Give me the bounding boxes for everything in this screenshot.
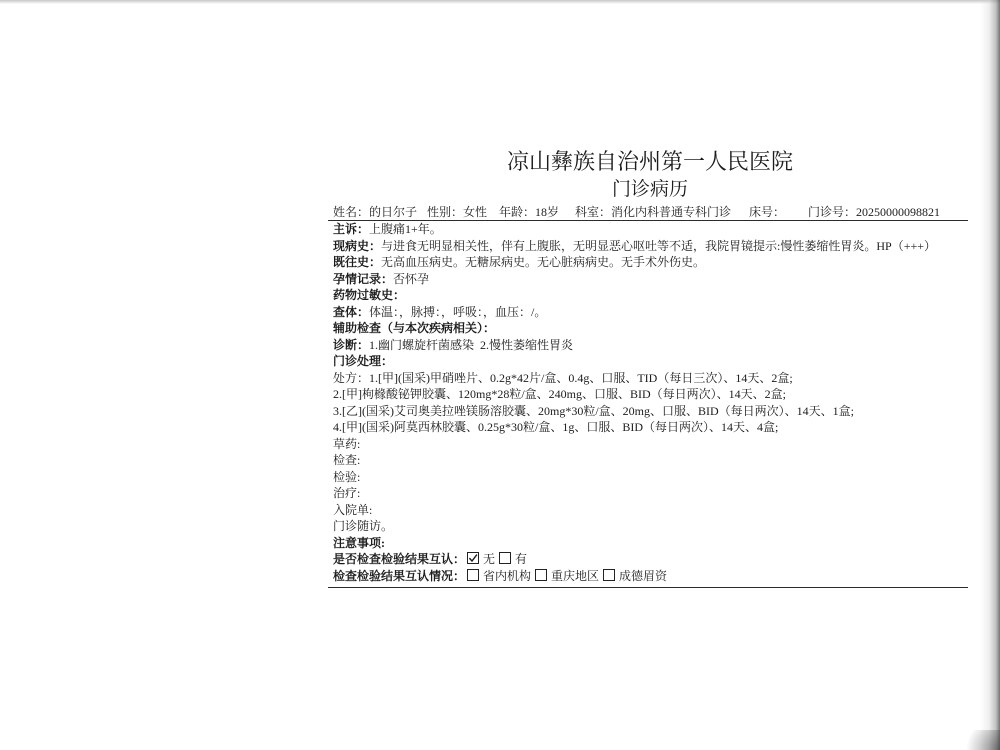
patient-gender: 女性 <box>463 205 488 219</box>
section-label: 辅助检查（与本次疾病相关）： <box>333 321 496 335</box>
field-label: 年龄： <box>499 205 536 219</box>
checkbox-option <box>465 551 495 568</box>
pregnancy-status: 否怀孕 <box>393 271 430 286</box>
field-label: 床号： <box>749 205 786 219</box>
checkbox <box>603 569 615 581</box>
follow-up: 门诊随访。 <box>333 519 394 533</box>
therapy-line <box>333 485 973 502</box>
chief-complaint: 上腹痛1+年。 <box>369 222 442 236</box>
department: 消化内科普通专科门诊 <box>611 205 732 219</box>
record-title: 门诊病历 <box>611 179 688 200</box>
section-label: 药物过敏史： <box>333 288 406 302</box>
scan-edge-shadow-top <box>0 0 1000 4</box>
scan-corner-shadow <box>956 730 1000 750</box>
prescription-line <box>333 419 973 436</box>
checkbox-label: 重庆地区 <box>551 568 600 583</box>
outpatient-number: 20250000098821 <box>856 205 941 219</box>
follow-up-line <box>333 518 973 535</box>
scan-edge-shadow-right <box>980 0 1000 750</box>
field-label: 科室： <box>575 205 612 219</box>
patient-name: 的日尔子 <box>369 205 418 219</box>
checkbox-option <box>465 568 531 585</box>
check-icon <box>468 553 478 563</box>
lab-tests-line <box>333 469 973 486</box>
chief-complaint-line <box>333 221 973 238</box>
checkbox <box>467 569 479 581</box>
prescription-line <box>333 403 973 420</box>
section-label: 诊断： <box>333 337 370 352</box>
physical-exam: 体温：，脉搏：，呼吸：，血压：/。 <box>369 304 547 319</box>
past-history-line <box>333 254 973 271</box>
mutual-recognition-question-line <box>333 551 973 568</box>
checkbox <box>499 552 511 564</box>
outpatient-number-field <box>808 204 940 220</box>
diagnosis-item: 2.慢性萎缩性胃炎 <box>480 337 574 352</box>
section-label: 注意事项: <box>333 535 385 550</box>
therapy-label: 治疗: <box>333 486 361 500</box>
prescription-line <box>333 370 973 387</box>
checkbox-option <box>601 568 667 585</box>
diagnosis-line <box>333 337 973 354</box>
precautions-line <box>333 535 973 552</box>
section-label: 既往史： <box>333 255 382 269</box>
drug-allergy-line <box>333 287 973 304</box>
exams-line <box>333 452 973 469</box>
prescription-label: 处方： <box>333 370 370 385</box>
section-label: 现病史： <box>333 238 382 253</box>
bed-number-field <box>749 204 785 220</box>
checkbox-label: 无 <box>483 552 496 566</box>
present-illness-line <box>333 238 973 255</box>
lab-tests-label: 检验: <box>333 469 361 484</box>
bottom-divider <box>328 587 968 588</box>
checkbox-option <box>497 551 527 568</box>
checkbox-label: 成德眉资 <box>619 568 668 583</box>
checkbox-option <box>533 568 599 585</box>
field-label: 门诊号： <box>808 205 857 219</box>
department-field <box>575 204 731 220</box>
diagnosis-item: 1.幽门螺旋杆菌感染 <box>369 337 475 352</box>
checkbox <box>467 552 479 564</box>
patient-age-field <box>499 204 559 220</box>
patient-gender-field <box>427 204 487 220</box>
checkbox-label: 有 <box>515 552 528 566</box>
physical-exam-line <box>333 304 973 321</box>
hospital-name: 凉山彝族自治州第一人民医院 <box>506 149 793 174</box>
prescription-item: 4.[甲](国采)阿莫西林胶囊、0.25g*30粒/盒、1g、口服、BID（每日两次）、14天、4盒; <box>333 420 779 434</box>
prescription-item: 3.[乙](国采)艾司奥美拉唑镁肠溶胶囊、20mg*30粒/盒、20mg、口服、BID（每日两次）、14天、1盒; <box>333 403 854 418</box>
prescription-item: 2.[甲]枸橼酸铋钾胶囊、120mg*28粒/盒、240mg、口服、BID（每日两次）、14天、2盒; <box>333 387 786 401</box>
checkbox <box>535 569 547 581</box>
herbal-label: 草药: <box>333 436 361 451</box>
admission-line <box>333 502 973 519</box>
section-label: 是否检查检验结果互认： <box>333 552 466 566</box>
treatment-heading-line <box>333 353 973 370</box>
field-label: 姓名： <box>333 205 370 219</box>
section-label: 孕情记录： <box>333 271 394 286</box>
section-label: 检查检验结果互认情况： <box>333 568 466 583</box>
admission-label: 入院单: <box>333 502 373 517</box>
exams-label: 检查: <box>333 453 361 467</box>
patient-name-field <box>333 204 417 220</box>
auxiliary-exam-line <box>333 320 973 337</box>
field-label: 性别： <box>427 205 464 219</box>
herbal-line <box>333 436 973 453</box>
section-label: 主诉： <box>333 222 370 236</box>
past-history: 无高血压病史。无糖尿病史。无心脏病病史。无手术外伤史。 <box>381 255 706 269</box>
section-label: 门诊处理： <box>333 354 394 368</box>
patient-age: 18岁 <box>535 205 560 219</box>
pregnancy-line <box>333 271 973 288</box>
record-body <box>333 221 973 584</box>
present-illness: 与进食无明显相关性，伴有上腹胀，无明显恶心呕吐等不适，我院胃镜提示:慢性萎缩性胃炎。HP（+++） <box>381 238 936 253</box>
prescription-line <box>333 386 973 403</box>
section-label: 查体： <box>333 304 370 319</box>
prescription-item: 1.[甲](国采)甲硝唑片、0.2g*42片/盒、0.4g、口服、TID（每日三次）、14天、2盒; <box>369 370 793 385</box>
mutual-recognition-status-line <box>333 568 973 585</box>
checkbox-label: 省内机构 <box>483 568 532 583</box>
